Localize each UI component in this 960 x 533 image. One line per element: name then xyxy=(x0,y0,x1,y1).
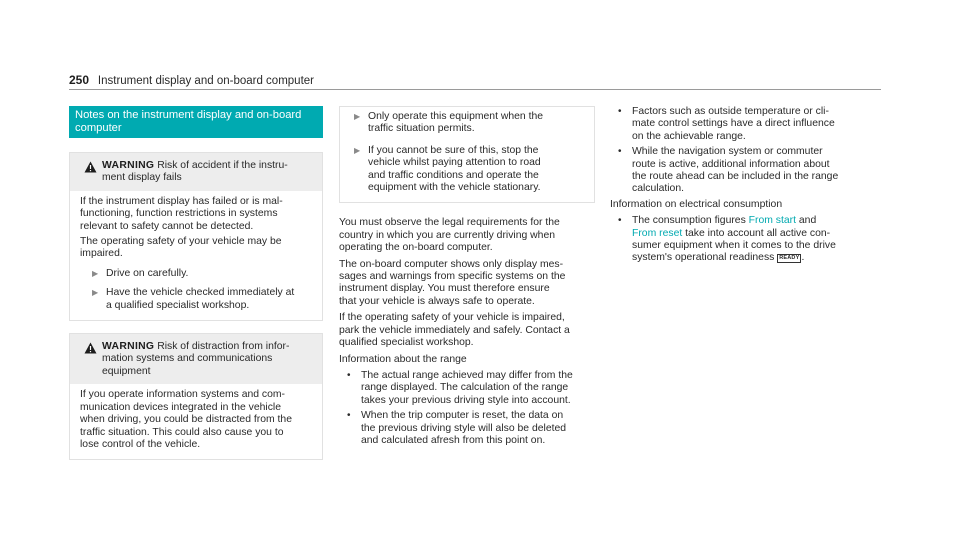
text-line: relevant to safety cannot be detected. xyxy=(80,220,254,232)
bullet-icon: • xyxy=(618,146,622,158)
action-step xyxy=(80,287,314,312)
warning-header xyxy=(70,334,322,384)
section-heading-line: computer xyxy=(75,121,122,134)
text-line: functioning, function restrictions in systems xyxy=(80,208,278,220)
warning-triangle-icon xyxy=(84,342,102,378)
warning-heading: Risk of distraction from infor- xyxy=(157,341,290,353)
warning-triangle-icon xyxy=(84,161,102,185)
text-line: The on-board computer shows only display mes- xyxy=(339,258,564,270)
step-text: traffic situation permits. xyxy=(368,123,475,135)
warning-label: WARNING xyxy=(102,160,155,171)
action-step xyxy=(80,268,314,280)
warning-heading: Risk of accident if the instru- xyxy=(157,160,288,171)
text-line: system's operational readiness xyxy=(632,252,778,264)
text-line: takes your previous driving style into account. xyxy=(361,394,571,406)
text-line: The consumption figures xyxy=(632,215,749,227)
text-line: instrument display. You must therefore ensure xyxy=(339,283,550,295)
text-line: . xyxy=(801,252,805,264)
text-line: on the achievable range. xyxy=(632,130,746,142)
step-text: Only operate this equipment when the xyxy=(368,111,544,122)
ready-indicator-icon: READY xyxy=(779,255,800,262)
action-step xyxy=(342,111,586,136)
warning-header xyxy=(70,153,322,191)
text-line: traffic situation. This could also cause you to xyxy=(80,426,284,438)
column-left xyxy=(69,106,323,460)
text-line: that your vehicle is always safe to operate. xyxy=(339,295,535,307)
step-text: If you cannot be sure of this, stop the xyxy=(368,144,539,156)
step-text: Have the vehicle checked immediately at xyxy=(106,287,295,299)
text-line: sumer equipment when it comes to the drive xyxy=(632,240,836,252)
list-item xyxy=(610,146,880,196)
step-text: Drive on carefully. xyxy=(106,267,189,279)
text-line: While the navigation system or commuter xyxy=(632,146,823,158)
consumption-intro: Information on electrical consumption xyxy=(610,198,783,210)
main-text xyxy=(339,217,595,447)
text-line: calculation. xyxy=(632,183,684,195)
page-header-title: Instrument display and on-board computer xyxy=(97,75,314,87)
step-text: a qualified specialist workshop. xyxy=(106,299,250,311)
warning-body xyxy=(70,191,322,320)
bullet-icon: • xyxy=(347,369,351,381)
list-item xyxy=(339,410,595,447)
text-line: impaired. xyxy=(80,248,123,260)
text-line: the previous driving style will also be deleted xyxy=(361,422,567,434)
from-start-link[interactable]: From start xyxy=(748,215,797,227)
step-text: vehicle whilst paying attention to road xyxy=(368,157,541,169)
info-steps-box xyxy=(339,106,595,203)
range-intro: Information about the range xyxy=(339,353,467,365)
text-line: and xyxy=(796,215,817,227)
text-line: sages and warnings from specific systems on the xyxy=(339,271,566,283)
page-header xyxy=(69,74,881,88)
warning-box-distraction xyxy=(69,333,323,460)
text-line: operating the on-board computer. xyxy=(339,242,493,254)
text-line: when driving, you could be distracted from the xyxy=(80,414,292,426)
from-reset-link[interactable]: From reset xyxy=(632,227,683,239)
column-middle xyxy=(339,106,595,450)
header-rule xyxy=(69,89,881,90)
text-line: range displayed. The calculation of the range xyxy=(361,382,569,394)
arrow-right-icon: ▶ xyxy=(354,145,361,155)
bullet-icon: • xyxy=(618,215,622,227)
warning-heading: equipment xyxy=(102,365,151,377)
text-line: park the vehicle immediately and safely. Contact a xyxy=(339,324,570,336)
text-line: country in which you are currently driving when xyxy=(339,229,555,241)
text-line: qualified specialist workshop. xyxy=(339,337,474,349)
text-line: If the instrument display has failed or is mal- xyxy=(80,195,283,207)
text-line: If the operating safety of your vehicle is impaired, xyxy=(339,312,565,324)
text-line: take into account all active con- xyxy=(682,227,831,239)
text-line: mate control settings have a direct influence xyxy=(632,118,835,130)
list-item xyxy=(610,106,880,143)
text-line: Factors such as outside temperature or cli- xyxy=(632,106,829,117)
warning-box-accident xyxy=(69,152,323,321)
text-line: The operating safety of your vehicle may be xyxy=(80,236,282,248)
list-item xyxy=(610,215,880,265)
text-line: The actual range achieved may differ from the xyxy=(361,369,573,381)
bullet-icon: • xyxy=(347,410,351,422)
warning-label: WARNING xyxy=(102,341,155,353)
text-line: If you operate information systems and com- xyxy=(80,389,286,401)
warning-heading: mation systems and communications xyxy=(102,353,273,365)
range-bullet-list xyxy=(339,370,595,447)
column-right xyxy=(610,106,880,268)
bullet-icon: • xyxy=(618,106,622,117)
range-factors-list xyxy=(610,106,880,196)
section-heading xyxy=(69,106,323,138)
text-line: route is active, additional information about xyxy=(632,158,830,170)
arrow-right-icon: ▶ xyxy=(354,112,361,121)
text-line: lose control of the vehicle. xyxy=(80,438,201,450)
text-line: When the trip computer is reset, the data on xyxy=(361,410,564,422)
section-heading-line: Notes on the instrument display and on-board xyxy=(75,109,302,121)
text-line: the route ahead can be included in the range xyxy=(632,171,839,183)
arrow-right-icon: ▶ xyxy=(92,268,99,278)
action-step xyxy=(342,145,586,195)
step-text: equipment with the vehicle stationary. xyxy=(368,182,541,194)
page-number: 250 xyxy=(69,73,90,87)
arrow-right-icon: ▶ xyxy=(92,288,99,298)
text-line: munication devices integrated in the vehicle xyxy=(80,401,282,413)
warning-body xyxy=(70,384,322,459)
text-line: and calculated afresh from this point on. xyxy=(361,434,546,446)
text-line: You must observe the legal requirements for the xyxy=(339,217,560,229)
warning-heading: ment display fails xyxy=(102,172,182,184)
list-item xyxy=(339,370,595,407)
step-text: and traffic conditions and operate the xyxy=(368,169,539,181)
